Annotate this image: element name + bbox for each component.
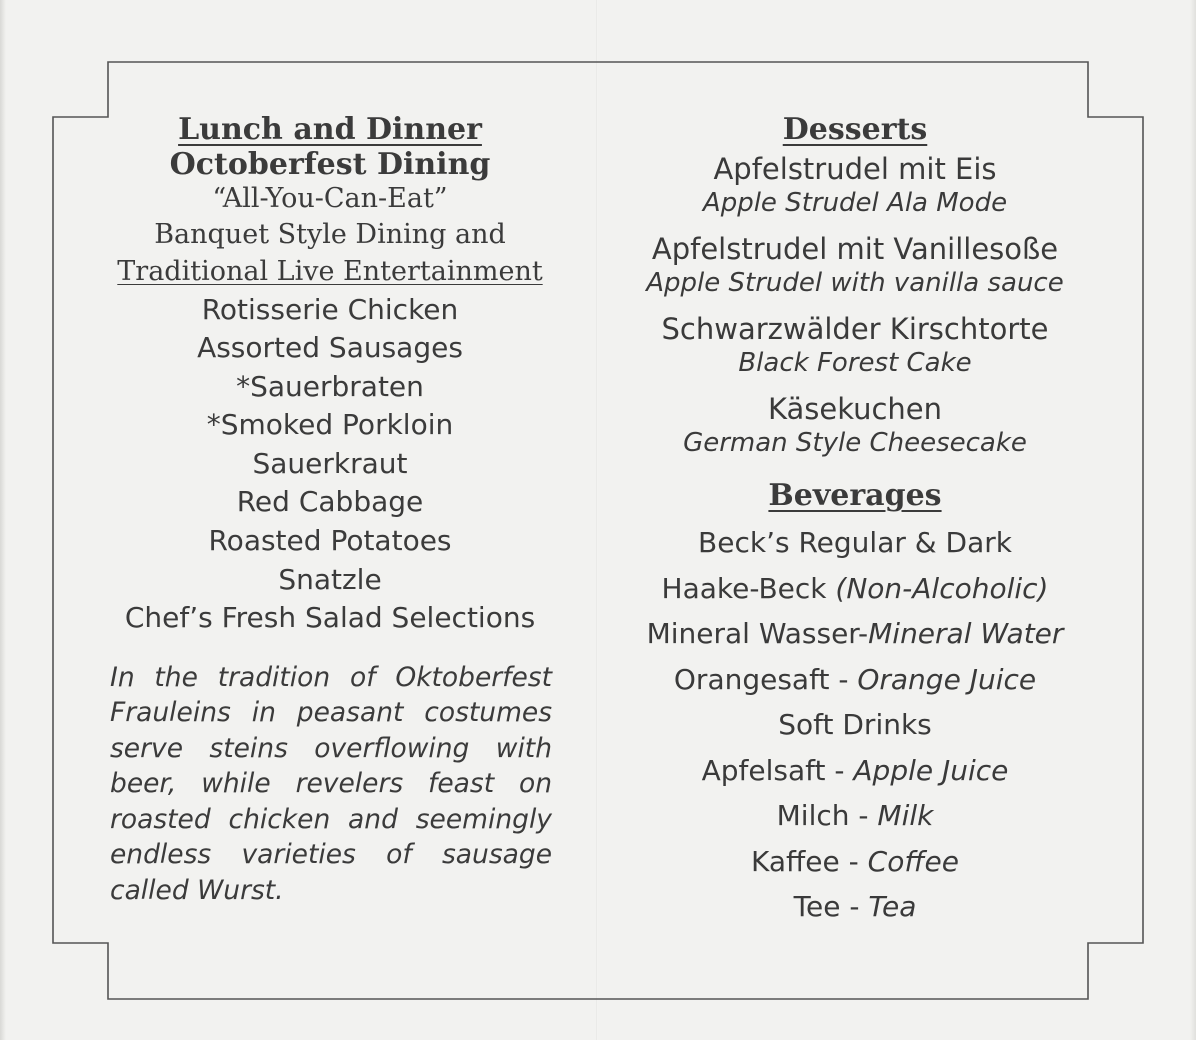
beverage-item <box>610 793 1100 839</box>
dessert-english-name: Apple Strudel Ala Mode <box>702 188 1008 218</box>
food-item: Sauerkraut <box>252 446 408 480</box>
dessert-german-name: Käsekuchen <box>767 392 943 426</box>
beverage-item <box>610 611 1100 657</box>
beverage-name: Soft Drinks <box>778 708 932 741</box>
dessert-entry <box>610 312 1100 380</box>
dessert-german-name: Apfelstrudel mit Eis <box>713 152 997 186</box>
food-item: *Sauerbraten <box>236 369 424 403</box>
dessert-english-name: Black Forest Cake <box>738 348 972 378</box>
octoberfest-dining-heading: Octoberfest Dining <box>169 147 491 182</box>
right-column <box>610 112 1100 930</box>
food-item: Roasted Potatoes <box>208 524 452 558</box>
beverage-translation: (Non-Alcoholic) <box>835 571 1049 605</box>
beverage-name: Milch - <box>776 799 878 832</box>
beverage-translation: Milk <box>877 799 934 832</box>
beverage-name: Mineral Wasser- <box>646 617 869 650</box>
dessert-entry <box>610 152 1100 220</box>
banquet-style-line: Banquet Style Dining and <box>154 218 506 250</box>
beverage-name: Beck’s Regular & Dark <box>698 526 1012 559</box>
dessert-english-name: German Style Cheesecake <box>683 428 1027 458</box>
beverage-translation: Coffee <box>867 844 960 878</box>
beverage-item <box>610 566 1100 612</box>
beverage-name: Apfelsaft - <box>701 753 854 787</box>
food-item: Chef’s Fresh Salad Selections <box>124 601 536 635</box>
beverage-name: Orangesaft - <box>673 662 858 696</box>
beverage-name: Tee - <box>793 890 869 923</box>
dessert-german-name: Schwarzwälder Kirschtorte <box>661 312 1049 346</box>
food-item: Rotisserie Chicken <box>201 292 459 326</box>
beverage-translation: Mineral Water <box>868 617 1064 650</box>
beverage-name: Kaffee - <box>750 844 868 878</box>
food-item: *Smoked Porkloin <box>206 408 454 442</box>
dessert-entry <box>610 392 1100 460</box>
beverage-name: Haake-Beck <box>661 571 836 605</box>
oktoberfest-description: In the tradition of Oktoberfest Frauleins in peasant costumes serve steins overflowing with beer, while revelers feast on roasted chicken and seemingly endless varieties of sausage called Wurst. <box>110 661 552 906</box>
dessert-english-name: Apple Strudel with vanilla sauce <box>646 268 1064 298</box>
beverage-translation: Apple Juice <box>853 753 1009 787</box>
beverage-translation: Orange Juice <box>857 662 1037 696</box>
lunch-dinner-heading: Lunch and Dinner <box>178 112 482 147</box>
food-item: Snatzle <box>278 562 382 596</box>
beverage-item <box>610 520 1100 566</box>
beverage-item <box>610 702 1100 748</box>
dessert-list <box>610 152 1100 460</box>
food-item: Red Cabbage <box>236 485 424 519</box>
beverage-item <box>610 657 1100 703</box>
beverage-translation: Tea <box>868 890 917 923</box>
live-entertainment-line: Traditional Live Entertainment <box>117 255 543 287</box>
food-item: Assorted Sausages <box>197 331 463 365</box>
desserts-heading: Desserts <box>782 112 928 147</box>
beverage-item <box>610 884 1100 930</box>
beverage-list <box>610 520 1100 930</box>
beverage-item <box>610 839 1100 885</box>
beverage-item <box>610 748 1100 794</box>
dessert-german-name: Apfelstrudel mit Vanillesoße <box>651 232 1059 266</box>
left-column <box>100 112 560 908</box>
all-you-can-eat-tagline: “All-You-Can-Eat” <box>212 182 448 214</box>
beverages-heading: Beverages <box>768 478 942 513</box>
food-item-list <box>100 291 560 638</box>
dessert-entry <box>610 232 1100 300</box>
